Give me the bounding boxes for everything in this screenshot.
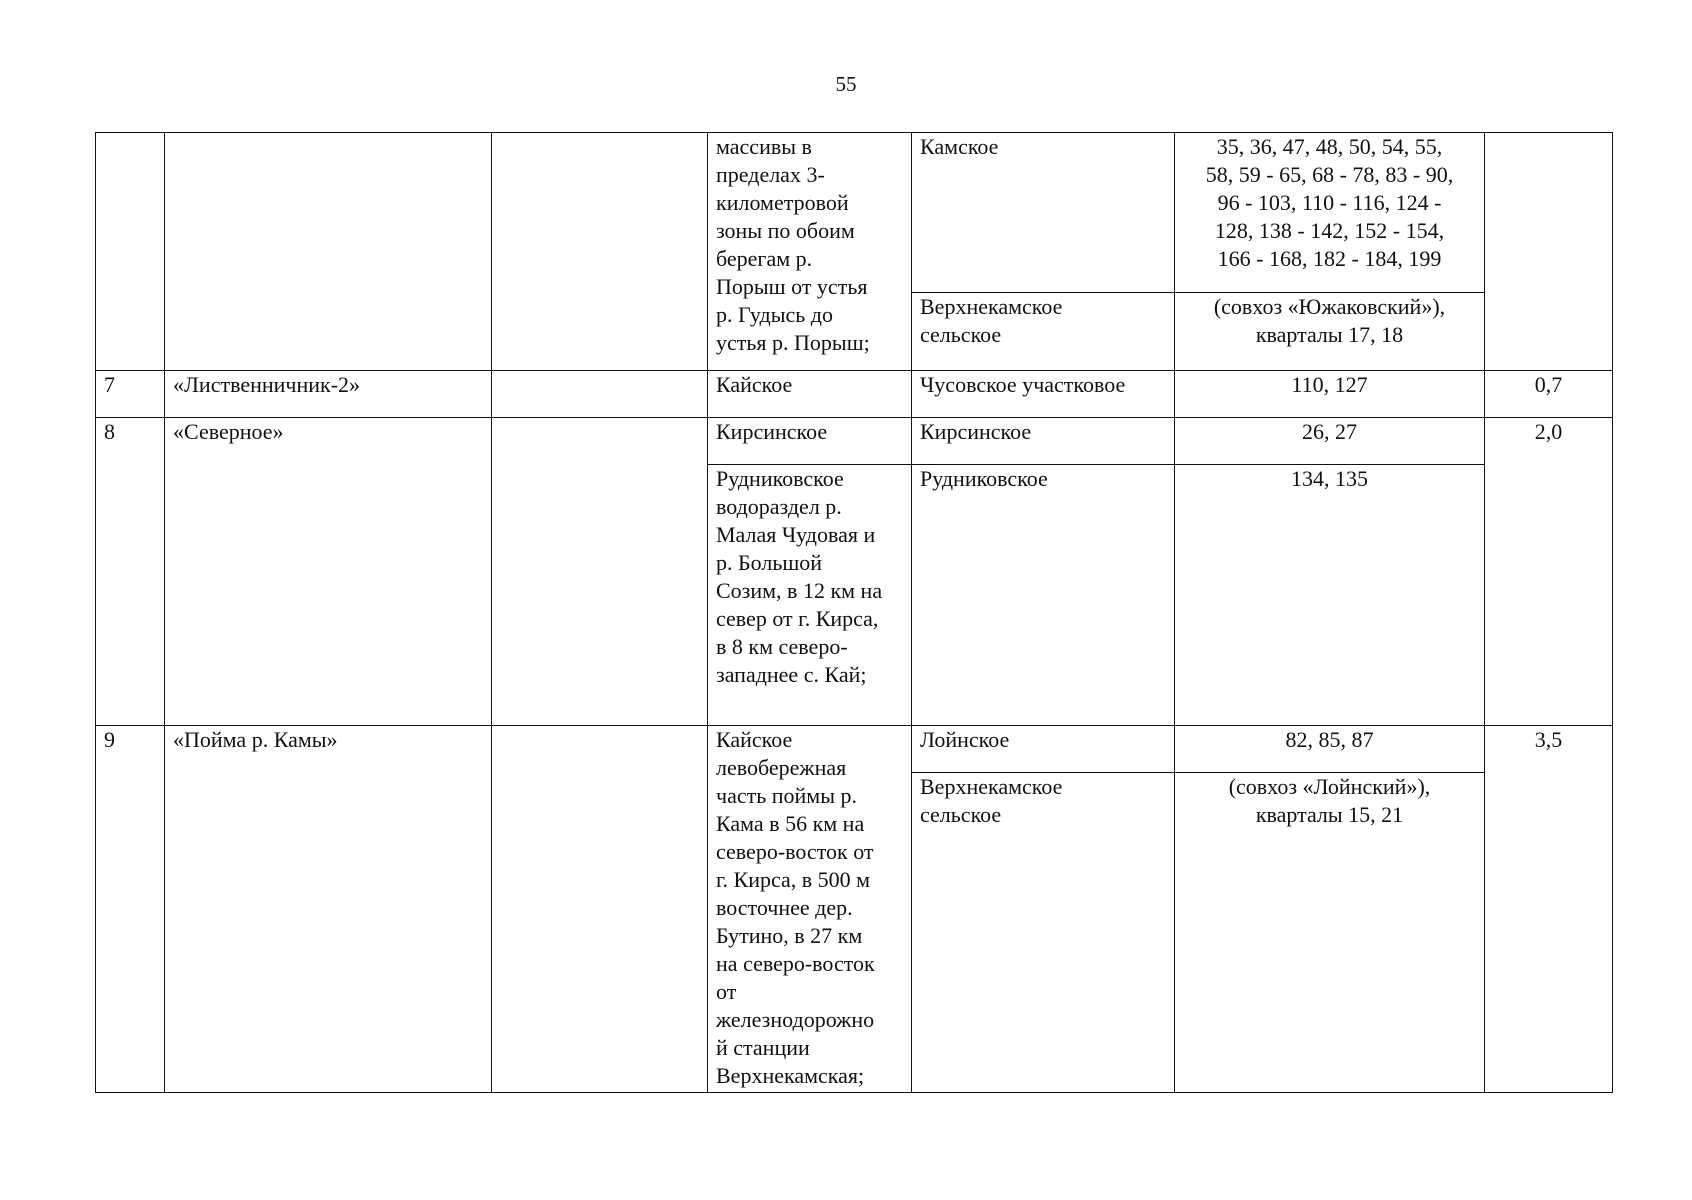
reserve-name: «Лиственничник-2» <box>173 372 361 397</box>
row-number: 9 <box>104 727 115 752</box>
forestry-cell <box>912 293 1175 371</box>
forestry-cell <box>912 371 1175 418</box>
location-text: Кирсинское <box>716 419 828 444</box>
forestry-text: Верхнекамское сельское <box>920 774 1063 827</box>
location-text: Кайское левобережная часть поймы р. Кама в 56 км на северо-восток от г. Кирса, в 500 м восточнее дер. Бутино, в 27 км на северо-восток от железнодорожно й станции Верхнекамская; <box>716 727 875 1088</box>
forestry-text: Чусовское участковое <box>920 372 1126 397</box>
row-number: 8 <box>104 419 115 444</box>
forestry-cell <box>912 773 1175 1093</box>
table-row <box>96 371 1613 418</box>
reserve-name: «Пойма р. Камы» <box>173 727 338 752</box>
location-text: Рудниковское водораздел р. Малая Чудовая и р. Большой Созим, в 12 км на север от г. Кирса, в 8 км северо- западнее с. Кай; <box>716 466 883 687</box>
quarters-cell <box>1175 773 1485 1093</box>
quarters-cell <box>1175 133 1485 293</box>
num-cell <box>96 371 165 418</box>
row-number: 7 <box>104 372 115 397</box>
quarters-text: 35, 36, 47, 48, 50, 54, 55, 58, 59 - 65, 68 - 78, 83 - 90, 96 - 103, 110 - 116, 124 - 128, 138 - 142, 152 - 154, 166 - 168, 182 - 184, 199 <box>1205 134 1454 271</box>
quarters-cell <box>1175 293 1485 371</box>
forestry-cell <box>912 133 1175 293</box>
forestry-cell <box>912 465 1175 726</box>
forestry-cell <box>912 418 1175 465</box>
forestry-cell <box>912 726 1175 773</box>
location-text: массивы в пределах 3- километровой зоны по обоим берегам р. Порыш от устья р. Гудысь до устья р. Порыш; <box>716 134 870 355</box>
location-cell <box>708 726 912 1093</box>
area-cell <box>1485 133 1613 371</box>
table-row <box>96 418 1613 465</box>
quarters-text: 82, 85, 87 <box>1285 727 1374 752</box>
quarters-text: 110, 127 <box>1291 372 1368 397</box>
location-cell <box>708 418 912 465</box>
num-cell <box>96 726 165 1093</box>
page-number: 55 <box>835 72 857 96</box>
area-cell <box>1485 371 1613 418</box>
area-value: 2,0 <box>1534 419 1563 444</box>
forestry-text: Лойнское <box>920 727 1010 752</box>
blank-cell <box>492 418 708 726</box>
table-row <box>96 133 1613 293</box>
name-cell <box>165 726 492 1093</box>
forestry-text: Верхнекамское сельское <box>920 294 1063 347</box>
location-cell <box>708 371 912 418</box>
name-cell <box>165 418 492 726</box>
quarters-text: (совхоз «Южаковский»), кварталы 17, 18 <box>1213 294 1446 347</box>
reserve-table <box>95 132 1613 1093</box>
forestry-text: Камское <box>920 134 999 159</box>
num-cell <box>96 133 165 371</box>
area-cell <box>1485 418 1613 726</box>
area-value: 0,7 <box>1534 372 1563 397</box>
name-cell <box>165 371 492 418</box>
quarters-text: (совхоз «Лойнский»), кварталы 15, 21 <box>1228 774 1431 827</box>
num-cell <box>96 418 165 726</box>
quarters-text: 134, 135 <box>1291 466 1368 491</box>
blank-cell <box>492 371 708 418</box>
area-value: 3,5 <box>1534 727 1563 752</box>
reserve-name: «Северное» <box>173 419 284 444</box>
location-cell <box>708 465 912 726</box>
quarters-cell <box>1175 465 1485 726</box>
forestry-text: Рудниковское <box>920 466 1048 491</box>
quarters-text: 26, 27 <box>1302 419 1357 444</box>
quarters-cell <box>1175 371 1485 418</box>
area-cell <box>1485 726 1613 1093</box>
table-row <box>96 726 1613 773</box>
blank-cell <box>492 726 708 1093</box>
name-cell <box>165 133 492 371</box>
location-cell <box>708 133 912 371</box>
location-text: Кайское <box>716 372 793 397</box>
quarters-cell <box>1175 418 1485 465</box>
forestry-text: Кирсинское <box>920 419 1032 444</box>
blank-cell <box>492 133 708 371</box>
quarters-cell <box>1175 726 1485 773</box>
